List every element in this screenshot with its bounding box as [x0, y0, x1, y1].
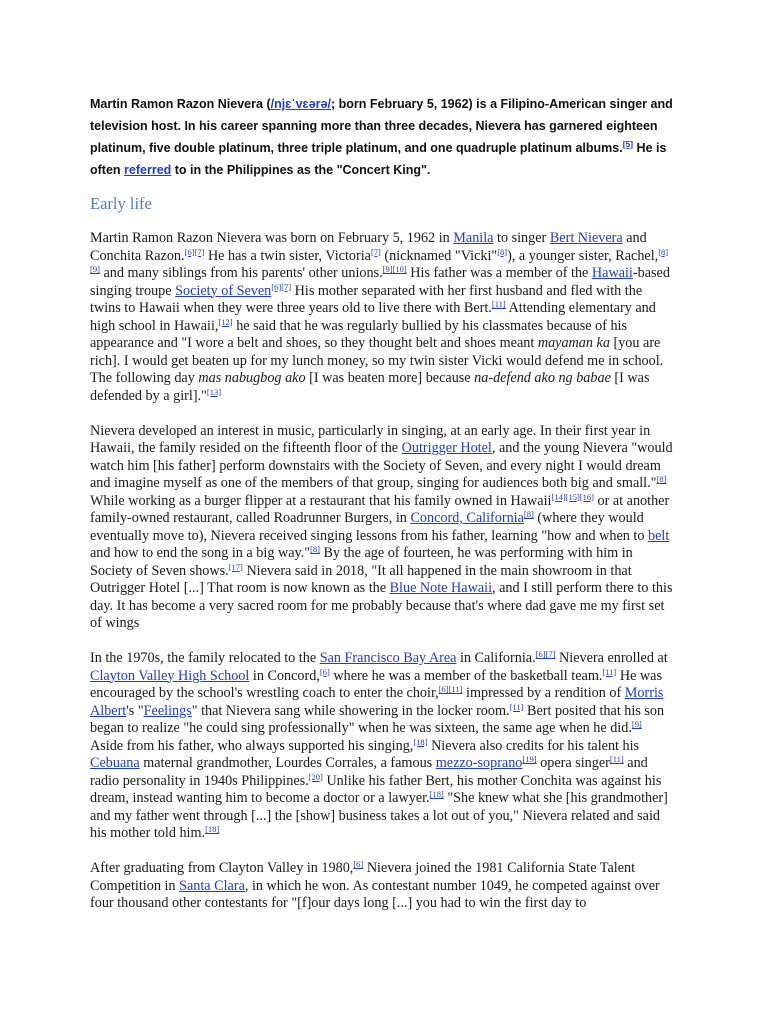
citation-link[interactable]: [8]	[523, 509, 534, 519]
paragraph-text: , and I still perform there to this day. It has become a very sacred room for me probably because that's where dad gave me my first set of wings	[90, 580, 673, 631]
citation-link[interactable]: [19]	[522, 754, 537, 764]
body-paragraph-4	[90, 860, 676, 913]
society-of-seven-link[interactable]: Society of Seven	[175, 282, 272, 299]
paragraph-text: (nicknamed "Vicki"	[380, 247, 498, 264]
paragraph-text: impressed by a rendition of	[462, 685, 625, 701]
paragraph-text: He was encouraged by the school's wrestling coach to enter the choir,	[90, 667, 662, 701]
paragraph-text: [I was defended by a girl]."	[90, 370, 650, 404]
paragraph-text: Nievera enrolled at	[555, 650, 668, 666]
paragraph-text: he said that he was regularly bullied by his classmates because of his appearance and "I wore a belt and shoes, so they thought belt and shoes meant	[90, 317, 628, 351]
citation-link[interactable]: [8]	[310, 544, 320, 554]
citation-link[interactable]: [5]	[622, 139, 634, 149]
citation-link[interactable]: [11]	[609, 754, 624, 764]
body-paragraph-1	[90, 230, 676, 405]
san-francisco-bay-area-link[interactable]: San Francisco Bay Area	[319, 650, 457, 666]
paragraph-text: Attending elementary and high school in Hawaii,	[90, 300, 656, 334]
ipa-link[interactable]: /njɛˈvɛərə/	[270, 97, 331, 111]
mezzo-soprano-link[interactable]: mezzo-soprano	[435, 755, 523, 771]
citation-link[interactable]: [8]	[656, 474, 667, 484]
paragraph-text: , and the young Nievera "would watch him [his father] perform downstairs with the Society of Seven, and every night I would dream and imagine myself as one of the members of that group, singing for audiences both big and small."	[90, 440, 673, 491]
citation-link[interactable]: [13]	[206, 386, 222, 397]
citation-link[interactable]: [11]	[509, 701, 524, 712]
citation-link[interactable]: [6][7]	[271, 281, 292, 292]
intro-paragraph	[90, 93, 674, 181]
italic-phrase: mas nabugbog ako	[198, 370, 306, 386]
paragraph-text: , in which he won. As contestant number 1049, he competed against over four thousand other contestants for "[f]our days long [...] you had to win the first day to	[90, 877, 660, 911]
paragraph-text: and many siblings from his parents' other unions.	[99, 265, 383, 281]
belt-link[interactable]: belt	[647, 527, 670, 544]
subject-name: Martin Ramon Razon Nievera	[90, 97, 263, 111]
paragraph-text: in California.	[456, 650, 536, 666]
citation-link[interactable]: [6]	[319, 666, 330, 677]
paragraph-text: or at another family-owned restaurant, called Roadrunner Burgers, in	[90, 492, 670, 526]
citation-link[interactable]: [6][7]	[535, 649, 556, 659]
santa-clara-link[interactable]: Santa Clara	[179, 877, 245, 894]
citation-link[interactable]: [20]	[308, 771, 323, 782]
paragraph-text: Nievera said in 2018, "It all happened in the main showroom in that Outrigger Hotel [...] That room is now known as the	[90, 562, 632, 596]
citation-link[interactable]: [9][10]	[382, 264, 407, 274]
paragraph-text: While working as a burger flipper at a restaurant that his family owned in Hawaii	[90, 492, 552, 509]
citation-link[interactable]: [11]	[491, 299, 506, 309]
paragraph-text: and how to end the song in a big way."	[90, 545, 311, 561]
citation-link[interactable]: [11]	[602, 666, 617, 677]
outrigger-hotel-link[interactable]: Outrigger Hotel	[401, 440, 492, 456]
body-paragraph-3	[90, 650, 676, 843]
paragraph-text: -based singing troupe	[90, 265, 670, 299]
paragraph-text: ), a younger sister, Rachel,	[507, 247, 659, 264]
paragraph-text: 's "	[126, 702, 144, 719]
manila-link[interactable]: Manila	[453, 230, 494, 246]
citation-link[interactable]: [12]	[218, 316, 233, 327]
hawaii-link[interactable]: Hawaii	[591, 265, 633, 281]
paragraph-text: Aside from his father, who always supported his singing,	[90, 737, 414, 754]
referred-link[interactable]: referred	[124, 163, 172, 177]
paragraph-text: "She knew what she [his grandmother] and my father went through [...] the [show] business takes a lot out of you," Nievera related and said his mother told him.	[90, 790, 668, 841]
paragraph-text: maternal grandmother, Lourdes Corrales, a famous	[139, 755, 436, 771]
paragraph-text: Nievera joined the 1981 California State Talent Competition in	[90, 860, 636, 894]
paragraph-text: opera singer	[536, 755, 610, 771]
paragraph-text: His mother separated with her first husband and fled with the twins to Hawaii when they were three years old to live there with Bert.	[90, 282, 643, 316]
paragraph-text: He has a twin sister, Victoria	[204, 247, 371, 264]
citation-link[interactable]: [6][11]	[438, 684, 463, 694]
paragraph-text: Nievera developed an interest in music, particularly in singing, at an early age. In their first year in Hawaii, the family resided on the fifteenth floor of the	[90, 422, 651, 456]
citation-link[interactable]: [18]	[413, 736, 428, 747]
paragraph-text: in Concord,	[249, 667, 320, 684]
morris-albert-link[interactable]: Morris Albert	[90, 685, 664, 719]
paragraph-text: His father was a member of the	[406, 265, 592, 281]
concord-california-link[interactable]: Concord, California	[410, 510, 524, 526]
citation-link[interactable]: [14][15][16]	[551, 491, 594, 502]
paragraph-text: where he was a member of the basketball team.	[329, 667, 603, 684]
citation-link[interactable]: [18]	[429, 789, 444, 799]
cebuana-link[interactable]: Cebuana	[90, 755, 140, 771]
paragraph-text: After graduating from Clayton Valley in 1980,	[90, 860, 354, 876]
citation-link[interactable]: [17]	[228, 561, 243, 572]
clayton-valley-high-school-link[interactable]: Clayton Valley High School	[90, 667, 250, 684]
intro-text: He is often	[90, 141, 667, 177]
paragraph-text: By the age of fourteen, he was performing with him in Society of Seven shows.	[90, 545, 633, 579]
paragraph-text: Martin Ramon Razon Nievera was born on February 5, 1962 in	[90, 230, 454, 246]
paragraph-text: (where they would eventually move to), Nievera received singing lessons from his father, learning "how and when to	[90, 510, 648, 544]
paragraph-text: [you are rich]. I would get beaten up for my lunch money, so my twin sister Vicki would defend me in school. The following day	[90, 335, 664, 386]
citation-link[interactable]: [7]	[370, 246, 381, 257]
citation-link[interactable]: [6]	[353, 859, 364, 869]
blue-note-hawaii-link[interactable]: Blue Note Hawaii	[389, 580, 493, 596]
paragraph-text: Bert posited that his son began to realize "he could sing professionally" when he was sixteen, the same age when he did.	[90, 702, 665, 736]
paragraph-text: " that Nievera sang while showering in the locker room.	[191, 702, 510, 719]
paragraph-text: and radio personality in 1940s Philippines.	[90, 755, 648, 789]
citation-link[interactable]: [18]	[205, 824, 220, 834]
body-paragraph-2	[90, 423, 676, 633]
intro-text: (	[262, 97, 271, 111]
bert-nievera-link[interactable]: Bert Nievera	[549, 230, 623, 246]
paragraph-text: and Conchita Razon.	[90, 230, 647, 264]
citation-link[interactable]: [9]	[631, 719, 642, 729]
citation-link[interactable]: [8]	[497, 246, 508, 257]
intro-text: to in the Philippines as the "Concert King".	[171, 163, 431, 177]
paragraph-text: In the 1970s, the family relocated to the	[90, 650, 320, 666]
italic-phrase: mayaman ka	[537, 335, 610, 351]
paragraph-text: to singer	[493, 230, 550, 246]
section-heading-early-life: Early life	[90, 194, 152, 213]
paragraph-text: [I was beaten more] because	[305, 370, 475, 386]
citation-link[interactable]: [6][7]	[184, 246, 205, 257]
feelings-link[interactable]: Feelings	[143, 702, 192, 719]
citation-link[interactable]: [8][9]	[90, 246, 669, 274]
paragraph-text: Unlike his father Bert, his mother Conchita was against his dream, instead wanting him to become a doctor or a lawyer.	[90, 772, 662, 806]
paragraph-text: Nievera also credits for his talent his	[427, 737, 640, 754]
italic-phrase: na-defend ako ng babae	[474, 370, 611, 386]
intro-text: ; born February 5, 1962) is a Filipino-American singer and television host. In his career spanning more than three decades, Nievera has garnered eighteen platinum, five double platinum, three triple platinum, and one quadruple platinum albums.	[90, 97, 673, 155]
